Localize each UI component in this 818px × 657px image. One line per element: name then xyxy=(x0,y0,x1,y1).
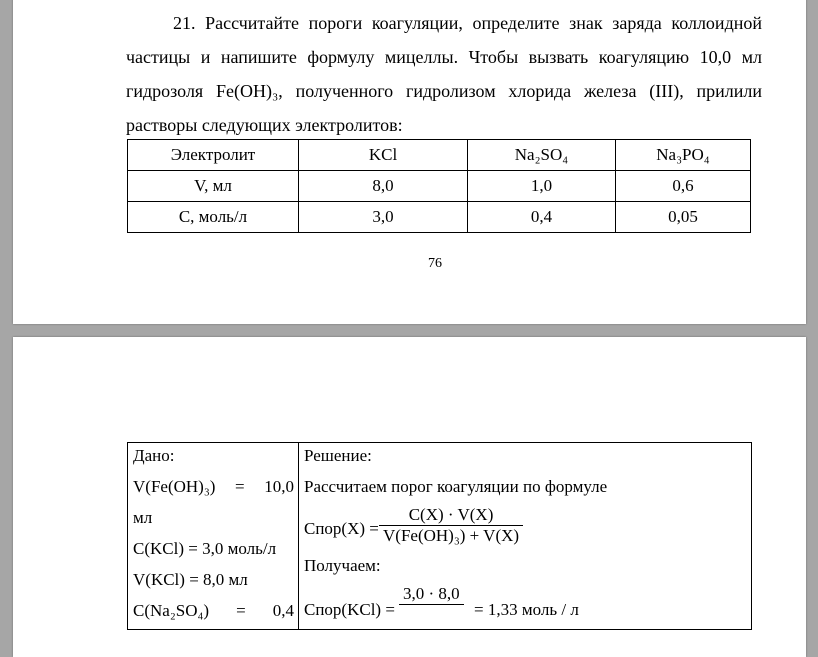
table-cell: 3,0 xyxy=(299,202,468,233)
table-cell: 1,0 xyxy=(468,171,616,202)
table-cell: 0,6 xyxy=(616,171,751,202)
page-76 xyxy=(13,0,806,324)
formula-fraction xyxy=(379,505,523,546)
electrolyte-table xyxy=(127,139,751,233)
solution-column xyxy=(299,443,752,630)
formula-denominator: V(Fe(OH)₃) + V(X) xyxy=(383,526,520,545)
result-label: Получаем: xyxy=(304,556,381,575)
table-cell: 0,4 xyxy=(468,202,616,233)
table-header-cell: Na₂SO₄ xyxy=(468,140,616,171)
problem-text xyxy=(126,6,762,142)
table-header-cell: Na₃PO₄ xyxy=(616,140,751,171)
calc-fraction xyxy=(399,584,464,605)
given-column xyxy=(128,443,299,630)
table-row xyxy=(128,140,751,171)
solution-table xyxy=(127,442,752,630)
table-header-cell: Электролит xyxy=(128,140,299,171)
table-cell: 8,0 xyxy=(299,171,468,202)
formula-lhs: Cпор(X) = xyxy=(304,519,379,538)
given-volume-sol: V(Fe(OH)₃) = 10,0 xyxy=(133,477,294,496)
given-c-na2so4: C(Na₂SO₄) = 0,4 xyxy=(133,601,294,620)
table-cell: 0,05 xyxy=(616,202,751,233)
problem-line: 21. Рассчитайте пороги коагуляции, определите знак заряда коллоидной xyxy=(173,13,762,33)
table-row xyxy=(128,171,751,202)
calc-numerator: 3,0 · 8,0 xyxy=(403,584,460,603)
given-volume-unit: мл xyxy=(133,508,153,527)
problem-line: частицы и напишите формулу мицеллы. Чтобы вызвать коагуляцию 10,0 мл xyxy=(126,47,762,67)
page-number: 76 xyxy=(428,256,442,271)
table-row xyxy=(128,202,751,233)
given-title: Дано: xyxy=(133,446,175,465)
threshold-formula xyxy=(299,505,751,553)
calc-result: = 1,33 моль / л xyxy=(474,600,579,619)
kcl-calculation xyxy=(299,584,751,624)
problem-line: растворы следующих электролитов: xyxy=(126,115,403,135)
calc-lhs: Cпор(KCl) = xyxy=(304,600,395,619)
table-header-cell: KCl xyxy=(299,140,468,171)
problem-line: гидрозоля Fe(OH)₃, полученного гидролизом хлорида железа (III), прилили xyxy=(126,81,762,101)
page-77 xyxy=(13,337,806,657)
solution-title: Решение: xyxy=(304,446,372,465)
given-v-kcl: V(KCl) = 8,0 мл xyxy=(133,570,248,589)
table-cell: C, моль/л xyxy=(128,202,299,233)
formula-numerator: C(X) · V(X) xyxy=(408,505,494,524)
solution-intro: Рассчитаем порог коагуляции по формуле xyxy=(304,477,608,496)
table-cell: V, мл xyxy=(128,171,299,202)
given-c-kcl: C(KCl) = 3,0 моль/л xyxy=(133,539,277,558)
